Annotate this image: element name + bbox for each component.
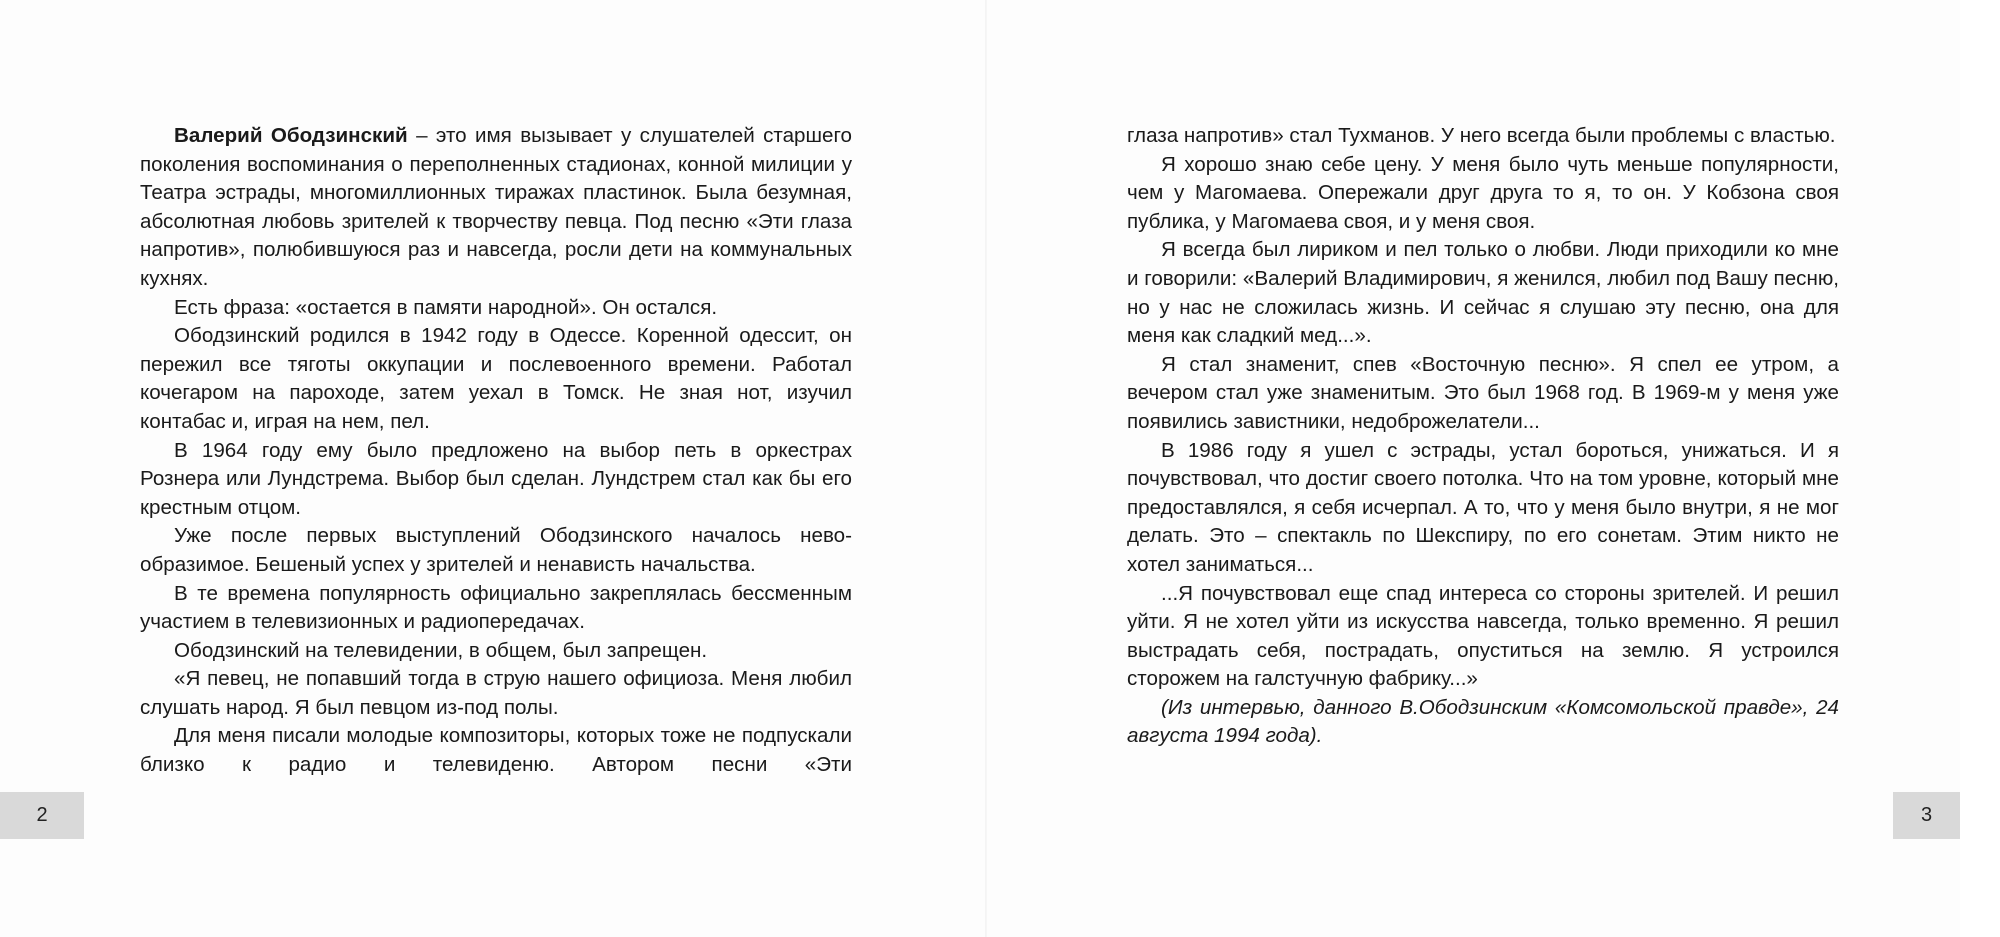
paragraph: Я всегда был лириком и пел только о любви. Люди приходили ко мне и говорили: «Валерий Владимирович, я женился, любил под Вашу песню, но у нас не сложилась жизнь. И сейчас я слушаю эту песню, она для меня как сладкий мед...». [1127, 238, 1839, 348]
paragraph: Для меня писали молодые композиторы, которых тоже не подпускали близко к радио и телевиденю. Автором песни «Эти [140, 724, 852, 777]
page-number-right: 3 [1893, 792, 1960, 839]
left-page-text [140, 122, 852, 780]
paragraph: Ободзинский родился в 1942 году в Одессе. Коренной одессит, он пережил все тяготы оккупации и послевоенного времени. Работал кочегаром на пароходе, затем уехал в Томск. Не зная нот, изучил контабас и, играя на нем, пел. [140, 324, 852, 433]
paragraph: В 1964 году ему было предложено на выбор петь в оркестрах Рознера или Лундстрема. Выбор был сделан. Лундстрем стал как бы его крестным отцом. [140, 438, 852, 519]
source-note: (Из интервью, данного В.Ободзинским «Комсомольской правде», 24 августа 1994 года). [1127, 695, 1839, 748]
paragraph: В те времена популярность официально закреплялась бессменным участием в телевизионных и радиопередачах. [140, 581, 852, 634]
paragraph: В 1986 году я ушел с эстрады, устал бороться, унижаться. И я почувствовал, что достиг своего потолка. Что на том уровне, который мне предоставлялся, я себя исчерпал. А то, что у меня было внутри, я не мог делать. Это – спектакль по Шекспиру, по его сонетам. Этим никто не хотел заниматься... [1127, 438, 1839, 576]
paragraph [140, 122, 852, 294]
paragraph: «Я певец, не попавший тогда в струю нашего официоза. Меня любил слушать народ. Я был певцом из-под полы. [140, 667, 852, 719]
paragraph: Уже после первых выступлений Ободзинского началось невообразимое. Бешеный успех у зрителей и ненависть начальства. [140, 524, 852, 576]
paragraph: Ободзинский на телевидении, в общем, был запрещен. [174, 638, 708, 662]
paragraph-text: – это имя вызывает у слушателей старшего поколения воспоминания о переполненных стадионах, конной милиции у Театра эстрады, многомиллионных тиражах пластинок. Была безумная, абсолютная любовь зрителей к творчеству певца. Под песню «Эти глаза напротив», полюбившуюся раз и навсегда, росли дети на коммунальных кухнях. [140, 124, 853, 290]
page-gutter [985, 0, 987, 937]
paragraph: глаза напротив» стал Тухманов. У него всегда были проблемы с властью. [1127, 124, 1836, 147]
paragraph: Есть фраза: «остается в памяти народной». Он остался. [174, 295, 718, 319]
page-number-left: 2 [0, 792, 84, 839]
right-page-text [1127, 122, 1839, 751]
singer-name: Валерий Ободзинский [174, 124, 408, 147]
paragraph: Я хорошо знаю себе цену. У меня было чуть меньше популярности, чем у Магомаева. Опережали друг друга то я, то он. У Кобзона своя публика, у Магомаева своя, и у меня своя. [1127, 152, 1839, 233]
paragraph: ...Я почувствовал еще спад интереса со стороны зрителей. И решил уйти. Я не хотел уйти из искусства навсегда, только временно. Я решил выстрадать себя, пострадать, опуститься на землю. Я устроился сторожем на галстучную фабрику...» [1127, 581, 1839, 691]
paragraph: Я стал знаменит, спев «Восточную песню». Я спел ее утром, а вечером стал уже знаменитым. Это был 1968 год. В 1969-м у меня уже появились завистники, недоброжелатели... [1127, 352, 1839, 433]
